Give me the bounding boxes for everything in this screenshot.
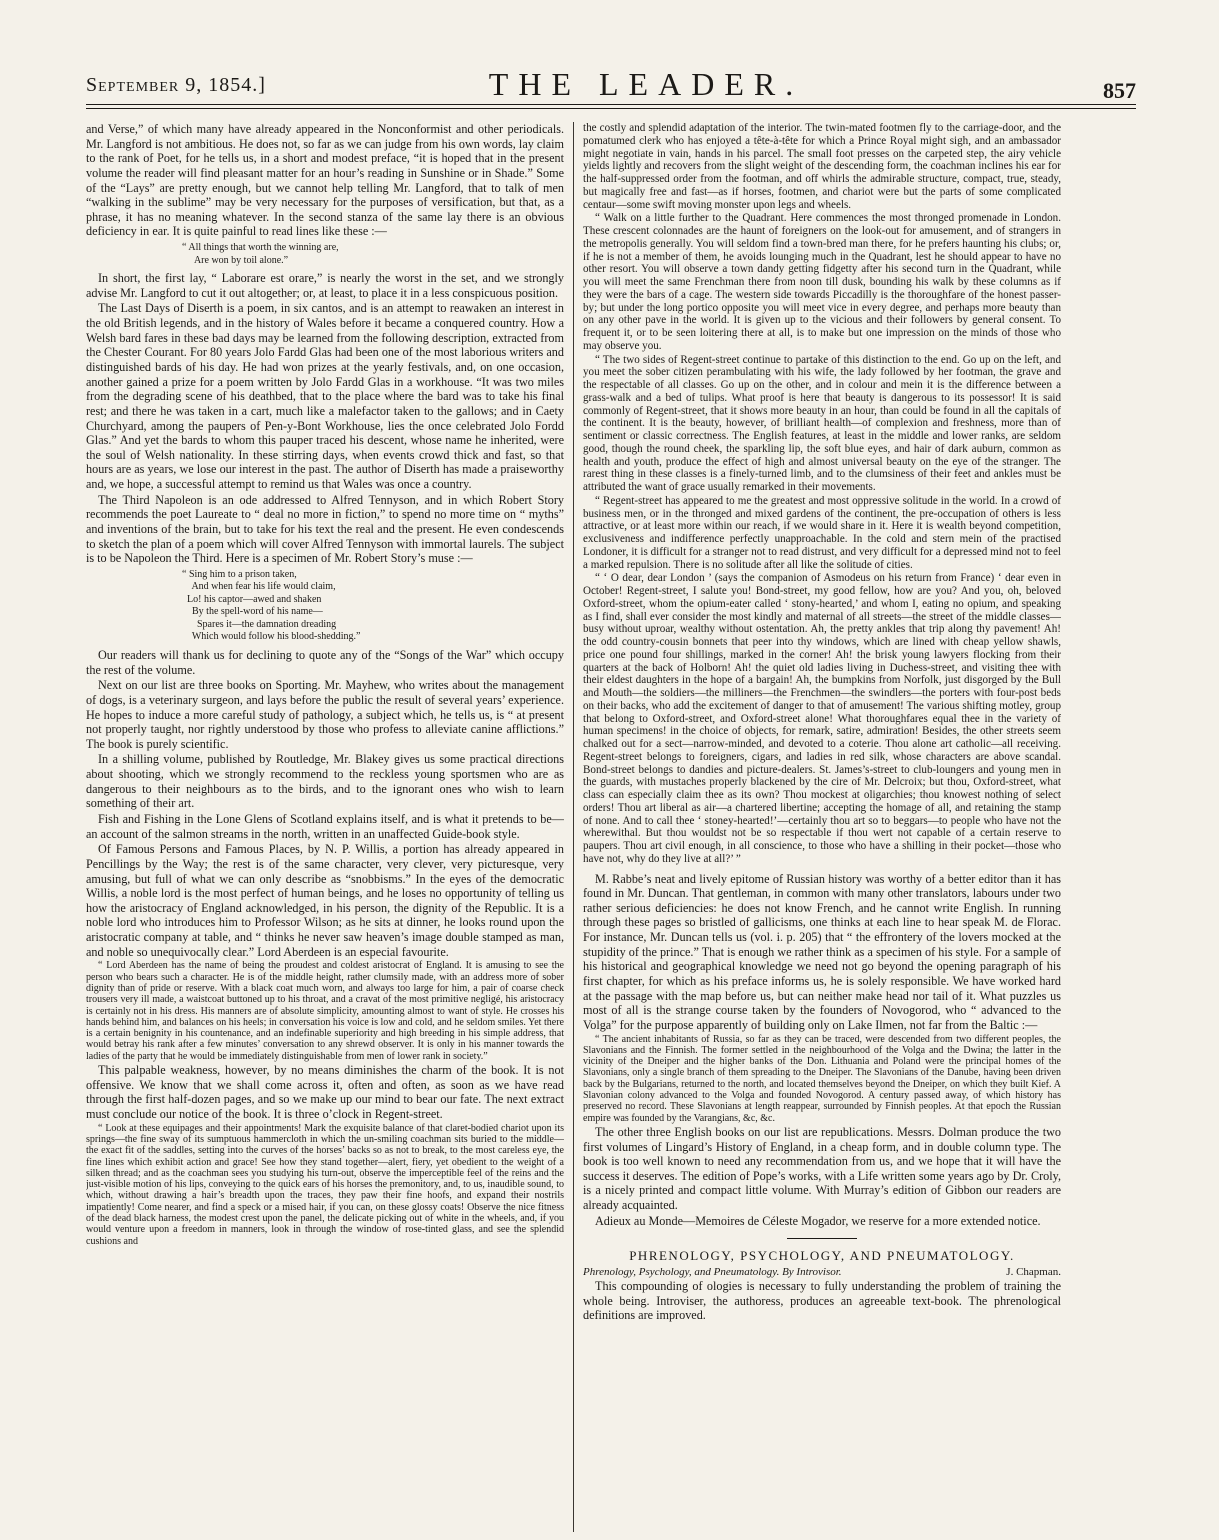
verse-line: Which would follow his blood-shedding.” [182, 631, 361, 643]
verse-line: Lo! his captor—awed and shaken [182, 593, 322, 605]
review-paragraph: M. Rabbe’s neat and lively epitome of Russian history was worthy of a better editor than it has found in Mr. Duncan. That gentleman, in common with many other translators, labours under two rather serious deficiencies: he does not know French, and he cannot write English. In running through these pages so bristled of gallicisms, one thinks at each line to hear speak M. de Florac. For instance, Mr. Duncan tells us (vol. i. p. 205) that “ the effrontery of the lovers mocked at the stupidity of the prince.” That is enough we rather think as a specimen of his style. For a sample of his historical and geographical knowledge we need not go beyond the opening paragraph of his first chapter, for which as his preface informs us, he is solely responsible. We have worked hard at the passage with the map before us, but can neither make head nor tail of it. What puzzles us most of all is the strange course taken by the founders of Novogorod, who “ advanced to the Volga” for the purpose apparently of building only on Lake Ilmen, not far from the Baltic :— [583, 871, 1061, 1032]
book-byline [583, 1266, 1061, 1279]
extract-quote: “ The ancient inhabitants of Russia, so far as they can be traced, were descended from two different peoples, the Slavonians and the Finnish. The former settled in the neighbourhood of the Volga and the Dwina; the latter in the vicinity of the Dneiper and the higher banks of the Don. Lithuania and Poland were the principal homes of the Slavonians, only a single branch of them spreading to the Dneiper. The Slavonians of the Danube, having been driven back by the Bulgarians, returned to the north, and located themselves beyond the Dneiper, on which they built Kief. A Slavonian colony advanced to the Volga and founded Novogorod. A century passed away, of which history has preserved no record. These Slavonians at length reappear, surrounded by Finnish peoples. At that epoch the Russian empire was founded by the Varangians, &c, &c. [583, 1033, 1061, 1124]
book-title-line: Phrenology, Psychology, and Pneumatology. By Introvisor. [583, 1266, 842, 1279]
header-rule-thin [86, 108, 1136, 109]
issue-date: September 9, 1854.] [86, 74, 266, 96]
publisher-name: J. Chapman. [1006, 1266, 1061, 1279]
extract-quote: “ The two sides of Regent-street continue to partake of this distinction to the end. Go up on the left, and you meet the sober citizen perambulating with his wife, the lady followed by her footman, the grave and the respectable of all classes. Go up on the other, and in colour and mein it is the difference between a grass-walk and a bed of tulips. What proof is here that beauty is dangerous to its possessor! It is said commonly of Regent-street, that it shows more beauty in an hour, than could be found in all the capitals of the continent. It is the beauty, however, of brilliant health—of complexion and freshness, more than of sentiment or classic correctness. The English features, at least in the middle and lower ranks, are seldom good, though the round cheek, the sparkling lip, the soft blue eyes, and hair of dark auburn, common as health and youth, produce the effect of high and almost universal beauty on the eye of the stranger. The rarest thing in these classes is a finely-turned limb, and to the clumsiness of their feet and ankles must be attributed the want of grace usually remarked in their movements. [583, 353, 1061, 493]
review-paragraph: This compounding of ologies is necessary to fully understanding the problem of training the whole being. Introviser, the authoress, produces an agreeable text-book. The phrenological definitions are improved. [583, 1278, 1061, 1323]
extract-quote: “ Regent-street has appeared to me the greatest and most oppressive solitude in the world. In a crowd of business men, or in the thronged and mixed gardens of the continent, the pre-occupation of others is less attractive, or at least more within our reach, if we would share in it. Here it is wealth beyond competition, exclusiveness and indifference perfectly unapproachable. In the cold and stern mein of the practised Londoner, it is difficult for a stranger not to read distrust, and very difficult for a depressed mind not to feel a marked repulsion. There is no solitude after all like the solitude of cities. [583, 494, 1061, 571]
extract-quote: “ Walk on a little further to the Quadrant. Here commences the most thronged promenade in London. These crescent colonnades are the haunt of foreigners on the look-out for amusement, and of strangers in the metropolis generally. You will seldom find a town-bred man there, for he prefers haunting his clubs; or, if he is not a member of them, he avoids lounging much in the Quadrant, lest he should appear to have no other resort. You will observe a town dandy getting fidgetty after his second turn in the Quadrant, while you will meet the same Frenchman there from noon till dusk, bounding his walk by these columns as if they were the bars of a cage. The western side towards Piccadilly is the thoroughfare of the honest passer-by; but under the long portico opposite you will meet vice in every degree, and perhaps more beauty than on any other pave in the world. It is given up to the vicious and their followers by general consent. To frequent it, or to be seen loitering there at all, is to make but one impression on the minds of those who may observe you. [583, 212, 1061, 352]
review-paragraph: and Verse,” of which many have already appeared in the Nonconformist and other periodicals. Mr. Langford is not ambitious. He does not, so far as we can judge from his own words, lay claim to the rank of Poet, for he tells us, in a short and modest preface, “it is hoped that in the present volume the reader will find pleasant matter for an hour’s reading in Sunshine or in Shade.” Some of the “Lays” are pretty enough, but we cannot help telling Mr. Langford, that to talk of men “walking in the sublime” may be very necessary for the purposes of versification, but that, as a phrase, it has no meaning whatever. In the second stanza of the same lay there is an obvious deficiency in ear. It is quite painful to read lines like these :— [86, 122, 564, 239]
verse-quote [182, 242, 564, 267]
verse-line: By the spell-word of his name— [182, 606, 323, 618]
review-paragraph: Fish and Fishing in the Lone Glens of Scotland explains itself, and is what it pretends to be—an account of the salmon streams in the north, written in an unaffected Guide-book style. [86, 811, 564, 841]
extract-quote: “ Lord Aberdeen has the name of being the proudest and coldest aristocrat of England. It is amusing to see the person who bears such a character. He is of the middle height, rather clumsily made, with an address more of sober dignity than of pride or reserve. With a black coat much worn, and always too large for him, a pair of coarse check trousers very ill made, a waistcoat buttoned up to his throat, and a cravat of the most primitive negligé, his aristocracy is certainly not in his dress. His manners are of absolute simplicity, amounting almost to want of style. He crosses his hands behind him, and balances on his heels; in conversation his voice is low and cold, and he seldom smiles. Yet there is a certain benignity in his countenance, and an indefinable superiority and high breeding in his simple address, that would betray his rank after a few minutes’ conversation to any shrewd observer. It is only in his manner towards the ladies of the party that he would be immediately distinguishable from men of lower rank in society.” [86, 960, 564, 1062]
review-paragraph: The other three English books on our list are republications. Messrs. Dolman produce the two first volumes of Lingard’s History of England, in a cheap form, and in double column type. The book is too well known to need any recommendation from us, and we hope that it will have the success it deserves. The edition of Pope’s works, with a Life written some years ago by Dr. Croly, is a nicely printed and compact little volume. With Murray’s edition of Gibbon our readers are already acquainted. [583, 1124, 1061, 1213]
section-rule [787, 1238, 857, 1239]
verse-line: And when fear his life would claim, [182, 581, 336, 593]
column-divider [573, 122, 574, 1532]
verse-quote [182, 569, 564, 644]
header-rule [86, 104, 1136, 105]
extract-quote: “ ‘ O dear, dear London ’ (says the companion of Asmodeus on his return from France) ‘ dear even in October! Regent-street, I salute you! Bond-street, my good fellow, how are you? And you, oh, beloved Oxford-street, whom the opium-eater called ‘ stony-hearted,’ and whom I, eating no opium, and speaking as I find, shall ever consider the most kindly and maternal of all streets—the street of the middle classes—busy without uproar, wealthy without ostentation. Ah, the pretty ankles that trip along thy pavement! Ah! the odd country-cousin bonnets that peer into thy windows, which are lined with cheap yellow shawls, price one pound four shillings, marked in the corner! Ah! the brisk young lawyers flocking from their quarters at the back of Holborn! Ah! the quiet old ladies living in Duchess-street, and visiting thee with their eldest daughters in the hope of a bargain! Ah, the bumpkins from Norfolk, just disgorged by the Bull and Mouth—the soldiers—the milliners—the Frenchmen—the swindlers—the porters with four-post beds on their backs, who add the excitement of danger to that of amusement! The various shifting motley, group that belong to Oxford-street, and Oxford-street alone! What thoroughfares equal thee in the variety of human specimens! in the choice of objects, for remark, satire, admiration! Besides, the other streets seem chalked out for a sect—narrow-minded, and devoted to a coterie. Thou alone art catholic—all receiving. Regent-street belongs to foreigners, cigars, and ladies in red silk, whose characters are above scandal. Bond-street belongs to dandies and picture-dealers. St. James’s-street to club-loungers and young men in the guards, with mustaches properly blackened by the cire of Mr. Delcroix; but thou, Oxford-street, what class can especially claim thee as its own? Thou mockest at oligarchies; thou knowest nothing of select orders! Thou art liberal as air—a chartered libertine; accepting the homage of all, and retaining the stamp of none. And to call thee ‘ stoney-hearted!’—certainly thou art so to beggars—to people who have not the wherewithal. But thou wouldst not be so respectable if thou wert not capable of a certain reserve to paupers. Thou art civil enough, in all conscience, to those who have a shilling in their pocket—those who have not, why do they live at all?’ ” [583, 572, 1061, 865]
review-paragraph: This palpable weakness, however, by no means diminishes the charm of the book. It is not offensive. We know that we shall come across it, often and often, as soon as we have read through the first half-dozen pages, and so we make up our mind to bear our fate. The next extract must conclude our notice of the book. It is three o’clock in Regent-street. [86, 1063, 564, 1121]
masthead-title: THE LEADER. [488, 66, 804, 102]
left-column [86, 122, 564, 1532]
review-paragraph: In a shilling volume, published by Routledge, Mr. Blakey gives us some practical directions about shooting, which we strongly recommend to the reckless young sportsmen who are as dangerous to their neighbours as to the birds, and to the ignorant ones who wish to learn something of their art. [86, 752, 564, 811]
review-paragraph: Of Famous Persons and Famous Places, by N. P. Willis, a portion has already appeared in Pencillings by the Way; the rest is of the same character, very clever, very picturesque, very amusing, but full of what we can only describe as “snobbisms.” In the eyes of the democratic Willis, a noble lord is the most perfect of human beings, and he loses no opportunity of telling us how the aristocracy of England acknowledged, in his person, the dignity of the Republic. It is a noble lord who introduces him to Professor Wilson; as he sits at dinner, he looks round upon the aristocratic company at table, and “ thinks he never saw heaven’s image double stamped as man, and noble so unequivocally clear.” Lord Aberdeen is an especial favourite. [86, 842, 564, 959]
verse-line: “ Sing him to a prison taken, [182, 568, 297, 580]
verse-line: “ All things that worth the winning are, [182, 242, 339, 254]
review-paragraph: In short, the first lay, “ Laborare est orare,” is nearly the worst in the set, and we strongly advise Mr. Langford to cut it out altogether; or, at least, to place it in a less conspicuous position. [86, 271, 564, 300]
section-heading: PHRENOLOGY, PSYCHOLOGY, AND PNEUMATOLOGY. [629, 1248, 1015, 1264]
page-number: 857 [1103, 78, 1136, 103]
review-paragraph: The Third Napoleon is an ode addressed to Alfred Tennyson, and in which Robert Story recommends the poet Laureate to “ deal no more in fiction,” to spend no more time on “ myths” and inventions of the brain, but to take for his text the real and the present. He even condescends to sketch the plan of a poem which will cover Alfred Tennyson with immortal laurels. The subject is to be Napoleon the Third. Here is a specimen of Mr. Robert Story’s muse :— [86, 492, 564, 566]
review-paragraph: Adieux au Monde—Memoires de Céleste Mogador, we reserve for a more extended notice. [595, 1213, 1041, 1228]
page-header [86, 60, 1136, 103]
review-paragraph: Next on our list are three books on Sporting. Mr. Mayhew, who writes about the management of dogs, is a veterinary surgeon, and lays before the public the result of several years’ experience. He hopes to induce a more careful study of pathology, a subject which, he tells us, is “ at present not properly taught, nor rightly understood by those who profess to alleviate canine afflictions.” The book is purely scientific. [86, 678, 564, 751]
verse-line: Are won by toil alone.” [182, 254, 289, 266]
review-paragraph: Our readers will thank us for declining to quote any of the “Songs of the War” which occupy the rest of the volume. [86, 647, 564, 677]
right-column [583, 122, 1061, 1532]
verse-line: Spares it—the damnation dreading [182, 618, 337, 630]
extract-quote: the costly and splendid adaptation of the interior. The twin-mated footmen fly to the carriage-door, and the pomatumed clerk who has enjoyed a tête-à-tête for which a Prince Royal might sigh, and an ambassador might negotiate in vain, hands in his parcel. The small foot presses on the carpeted step, the airy vehicle yields lightly and recovers from the slight weight of the descending form, the coachman inclines his ear for the half-suppressed order from the footman, and off whirls the admirable structure, compact, true, steady, but magically free and fast—as if horses, footmen, and chariot were but the parts of some complicated centaur—some swift moving monster upon legs and wheels. [583, 122, 1061, 211]
extract-quote: “ Look at these equipages and their appointments! Mark the exquisite balance of that claret-bodied chariot upon its springs—the fine sway of its sumptuous hammercloth in which the un-smiling coachman sits buried to the middle—the exact fit of the saddles, setting into the curves of the horses’ backs so as not to break, to the most careless eye, the fine lines which exhibit action and grace! See how they stand together—alert, fiery, yet obedient to the weight of a silken thread; and as the coachman sees you studying his turn-out, observe the imperceptible feel of the reins and the just-visible motion of his lips, conveying to the quick ears of his horses the premonitory, and, to us, inaudible sound, to which, without drawing a hair’s breadth upon the traces, they paw their fine hoofs, and expand their nostrils impatiently! Come nearer, and find a speck or a mised hair, if you can, on these glossy coats! Observe the nice fitness of the dead black harness, the modest crest upon the panel, the delicate picking out of white in the wheels, and, if you would venture upon a freedom in manners, look in through the window of rose-tinted glass, and see the splendid cushions and [86, 1122, 564, 1247]
review-paragraph: The Last Days of Diserth is a poem, in six cantos, and is an attempt to reawaken an interest in the old British legends, and in the history of Wales before it became a conquered country. How a Welsh bard fares in these bad days may be learned from the following description, extracted from the Chester Courant. For 80 years Jolo Fardd Glas had been one of the most laborious writers and distinguished bards of his day. He had won prizes at the yearly festivals, and, on one occasion, another gained a prize for a poem written by Jolo Fardd Glas in a workhouse. “It was two miles from the degrading scene of his deathbed, that to the place where the bard was to take his final rest; and there he was taken in a cart, much like a malefactor taken to the gallows; and in Caety Churchyard, among the paupers of Pen-y-Bont Workhouse, lies the once celebrated Jolo Fordd Glas.” And yet the bards to whom this pauper traced his descent, whose name he inherited, were the soul of Welsh nationality. In these stirring days, when events crowd thick and fast, so that hours are as years, we lose our interest in the past. The author of Diserth has made a praiseworthy and, we hope, a successful attempt to remind us that Wales was once a country. [86, 301, 564, 492]
